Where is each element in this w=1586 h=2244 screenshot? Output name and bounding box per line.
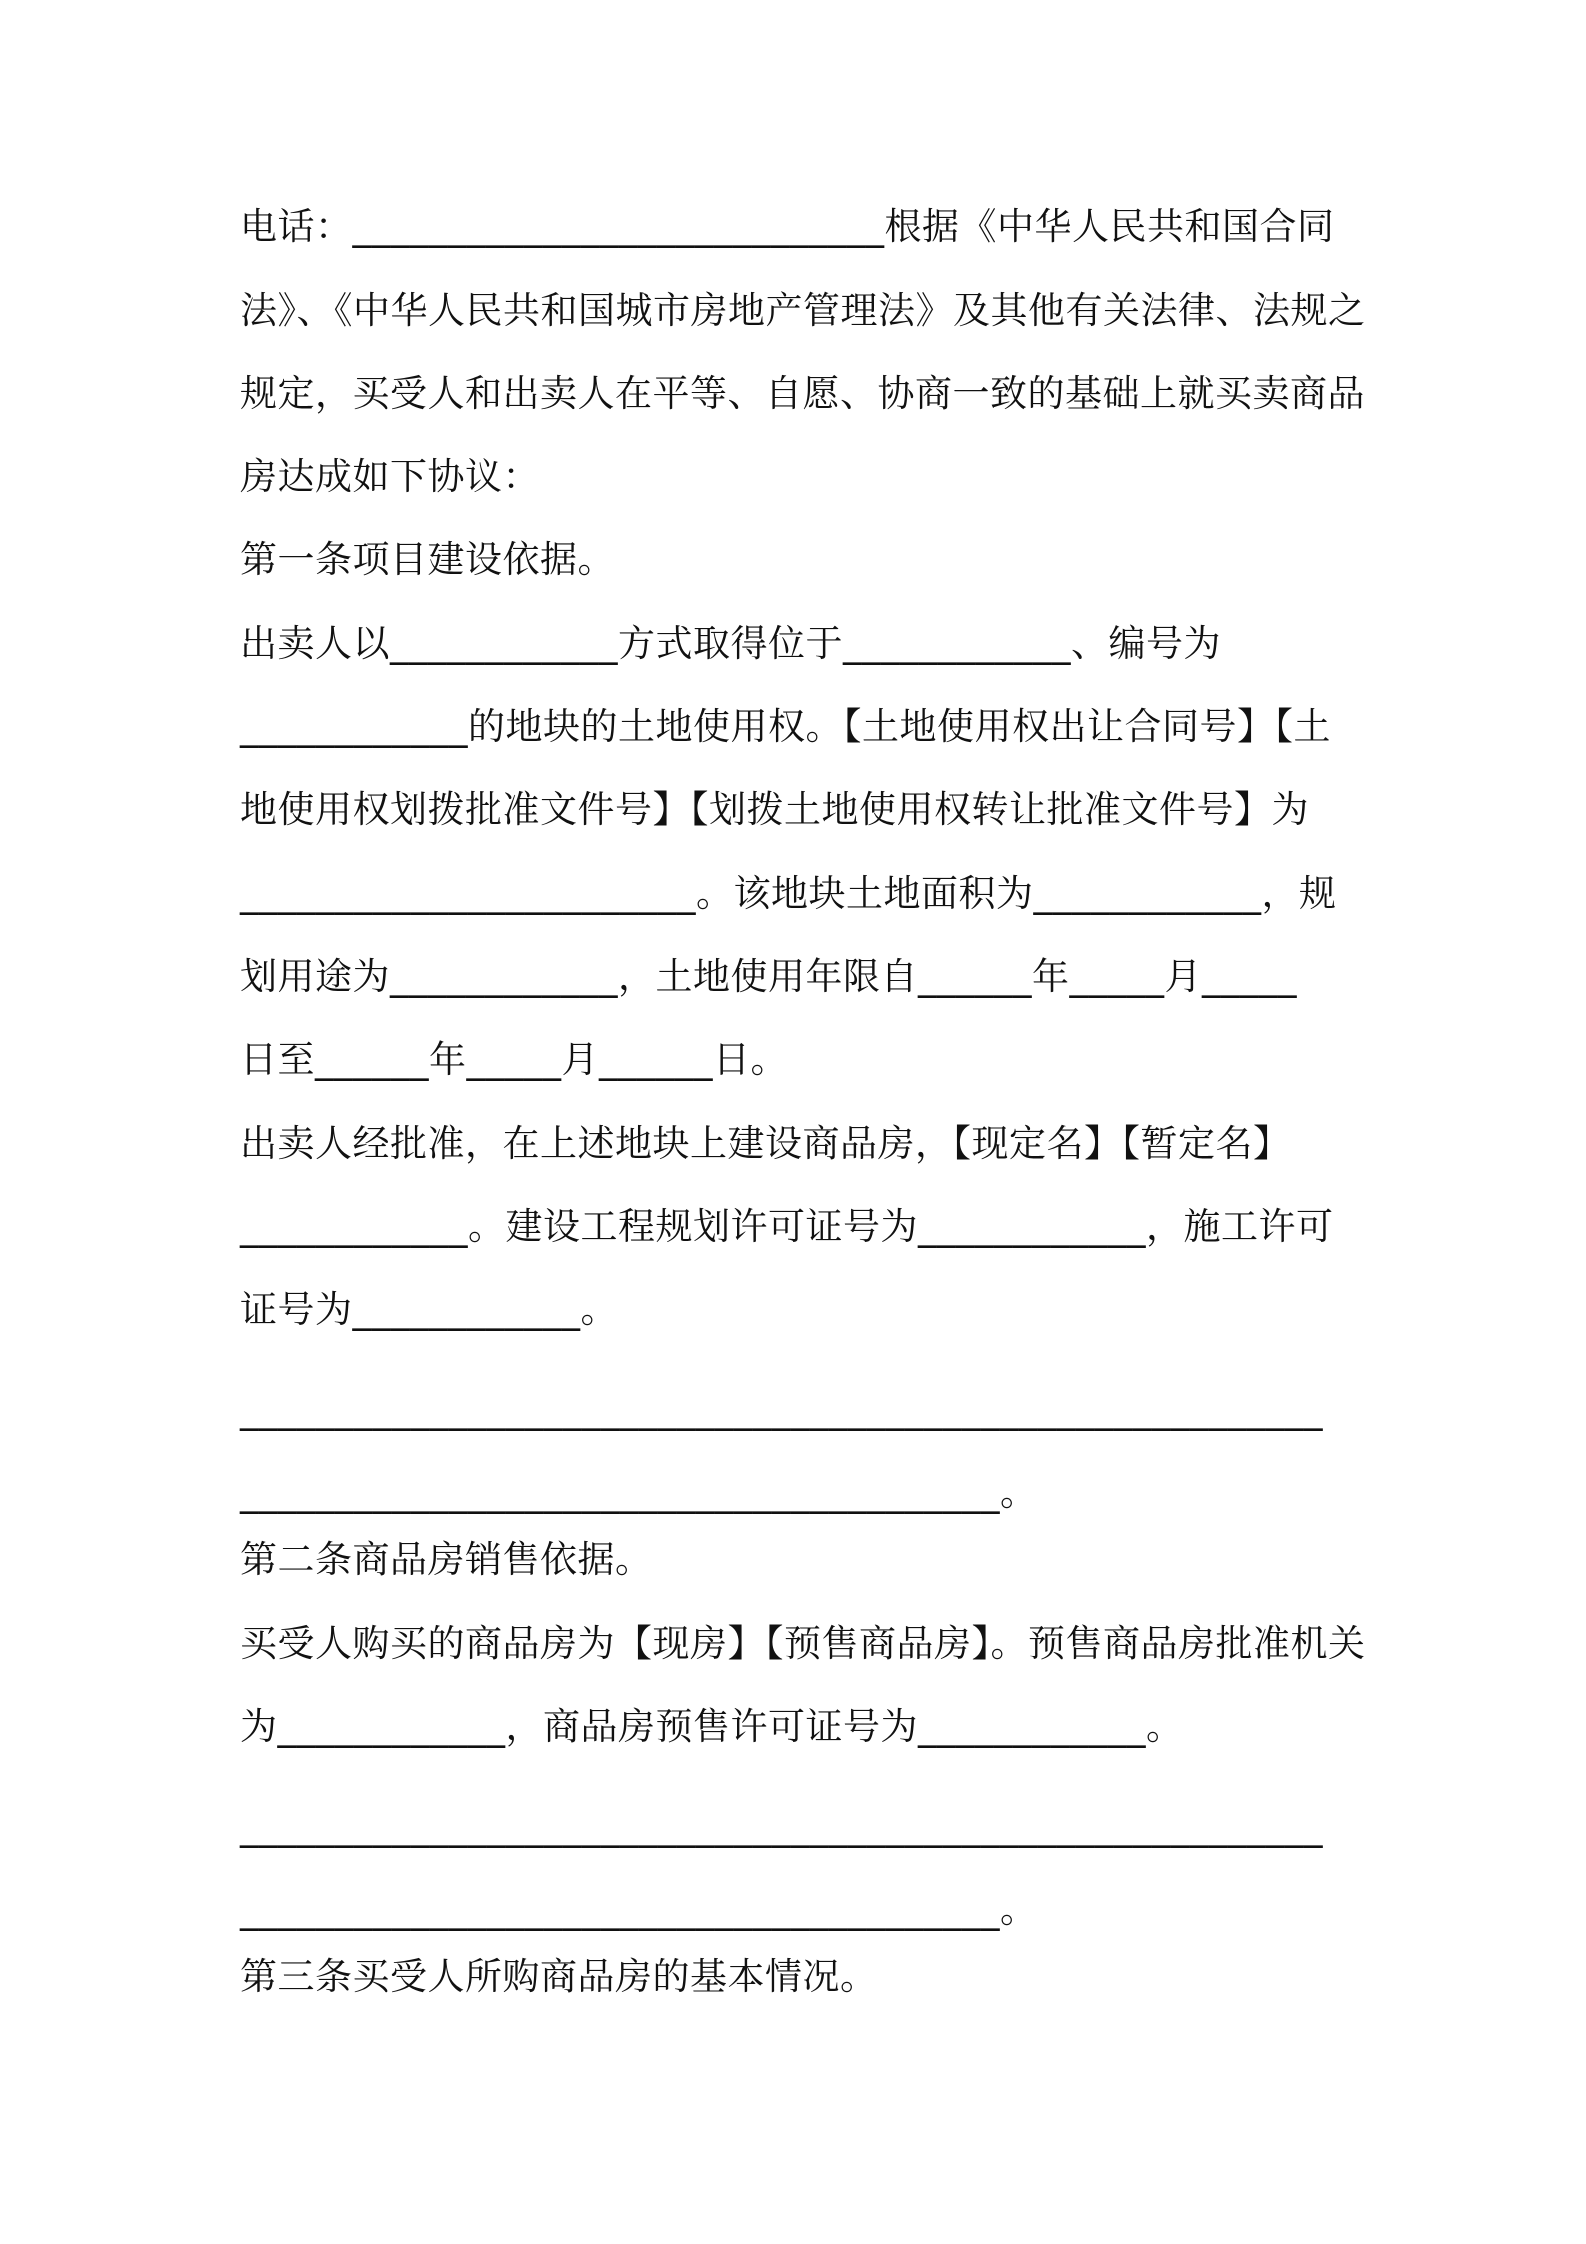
text-line: 地使用权划拨批准文件号】【划拨土地使用权转让批准文件号】为 <box>240 788 1309 831</box>
text-line: ____________。建设工程规划许可证号为____________，施工许可 <box>240 1205 1334 1248</box>
blank-line: _________________________________________________________ <box>240 1805 1323 1848</box>
article-heading-2: 第二条商品房销售依据。 <box>240 1538 653 1581</box>
text-line: 日至______年_____月______日。 <box>240 1038 788 1081</box>
blank-line: _________________________________________________________ <box>240 1388 1323 1431</box>
text-line: 出卖人以____________方式取得位于____________、编号为 <box>240 622 1221 665</box>
text-line: 电话：____________________________根据《中华人民共和国合同 <box>240 205 1335 248</box>
text-line: 为____________，商品房预售许可证号为____________。 <box>240 1705 1184 1748</box>
text-line: 划用途为____________，土地使用年限自______年_____月_____ <box>240 955 1297 998</box>
blank-line: ________________________________________。 <box>240 1888 1038 1931</box>
article-heading-3: 第三条买受人所购商品房的基本情况。 <box>240 1955 878 1998</box>
text-line: 证号为____________。 <box>240 1288 618 1331</box>
article-heading-1: 第一条项目建设依据。 <box>240 538 615 581</box>
text-line: ________________________。该地块土地面积为____________，规 <box>240 872 1337 915</box>
blank-line: ________________________________________。 <box>240 1471 1038 1514</box>
text-line: 买受人购买的商品房为【现房】【预售商品房】。预售商品房批准机关 <box>240 1622 1366 1665</box>
text-line: 法》、《中华人民共和国城市房地产管理法》及其他有关法律、法规之 <box>240 289 1366 332</box>
text-line: 规定，买受人和出卖人在平等、自愿、协商一致的基础上就买卖商品 <box>240 372 1365 415</box>
text-line: 出卖人经批准，在上述地块上建设商品房，【现定名】【暂定名】 <box>240 1122 1291 1165</box>
text-line: ____________的地块的土地使用权。【土地使用权出让合同号】【土 <box>240 705 1331 748</box>
text-line: 房达成如下协议： <box>240 455 540 498</box>
